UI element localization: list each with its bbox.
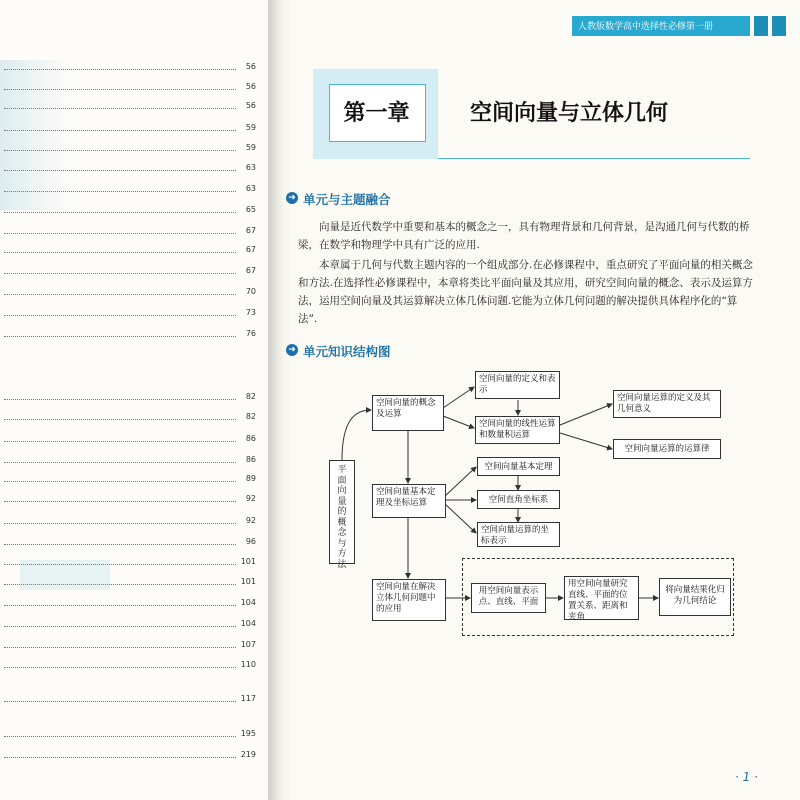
diagram-linear-box: 空间向量的线性运算和数量积运算	[475, 416, 560, 444]
diagram-solve-box: 空间向量在解决立体几何问题中的应用	[372, 579, 446, 621]
arrow-circle-icon: ➜	[286, 192, 298, 204]
toc-page-number: 92	[245, 494, 256, 503]
toc-page-number: 67	[245, 266, 256, 275]
diagram-basic-box: 空间向量基本定理及坐标运算	[372, 484, 446, 518]
toc-page-number: 65	[245, 205, 256, 214]
toc-page-number: 76	[245, 329, 256, 338]
toc-page-number: 219	[240, 750, 256, 759]
toc-page-number: 59	[245, 143, 256, 152]
book-title: 人教版数学高中选择性必修第一册	[578, 22, 714, 32]
diagram-coordsys-box: 空间直角坐标系	[477, 490, 560, 509]
diagram-step1-box: 用空间向量表示点、直线、平面	[471, 583, 546, 613]
toc-page-number: 63	[245, 163, 256, 172]
paragraph-2: 本章属于几何与代数主题内容的一个组成部分.在必修课程中，重点研究了平面向量的相关概念和方法.在选择性必修课程中，本章将类比平面向量及其应用，研究空间向量的概念、表示及运算方法，运用空间向量及其运算解决立体几体问题.它能为立体几何问题的解决提供具体程序化的“算法”.	[298, 259, 753, 325]
page-number: · 1 ·	[735, 770, 758, 784]
toc-page-number: 101	[240, 577, 256, 586]
section-title-structure: 单元知识结构图	[303, 344, 391, 359]
diagram-def-box: 空间向量的定义和表示	[475, 371, 560, 399]
diagram-coordrep-box: 空间向量运算的坐标表示	[477, 522, 560, 547]
toc-page-number: 104	[240, 598, 256, 607]
diagram-root-box: 平面向量的概念与方法	[329, 460, 355, 564]
toc-page-number: 86	[245, 455, 256, 464]
toc-page-number: 107	[240, 640, 256, 649]
diagram-step2-box: 用空间向量研究直线、平面的位置关系、距离和夹角	[564, 576, 639, 620]
toc-page-number: 92	[245, 516, 256, 525]
chapter-number: 第一章	[343, 101, 410, 126]
toc-page-number: 82	[245, 392, 256, 401]
diagram-oplaw-box: 空间向量运算的运算律	[613, 439, 721, 459]
toc-page-number: 82	[245, 412, 256, 421]
diagram-theorem-box: 空间向量基本定理	[477, 457, 560, 476]
toc-page-number: 86	[245, 434, 256, 443]
toc-page-number: 110	[240, 660, 256, 669]
toc-page-number: 59	[245, 123, 256, 132]
chapter-title: 空间向量与立体几何	[470, 101, 669, 126]
toc-page-number: 67	[245, 245, 256, 254]
toc-page-number: 56	[245, 101, 256, 110]
toc-page-number: 70	[245, 287, 256, 296]
diagram-step3-box: 将向量结果化归为几何结论	[659, 578, 731, 616]
toc-page-number: 96	[245, 537, 256, 546]
toc-page-number: 117	[240, 694, 256, 703]
diagram-opdef-box: 空间向量运算的定义及其几何意义	[613, 390, 721, 418]
toc-page-number: 89	[245, 474, 256, 483]
toc-page-number: 195	[240, 729, 256, 738]
section-title-integration: 单元与主题融合	[303, 192, 391, 207]
arrow-circle-icon: ➜	[286, 344, 298, 356]
toc-page-number: 56	[245, 82, 256, 91]
toc-page-number: 73	[245, 308, 256, 317]
toc-page-number: 101	[240, 557, 256, 566]
paragraph-1: 向量是近代数学中重要和基本的概念之一，具有物理背景和几何背景，是沟通几何与代数的桥梁，在数学和物理学中具有广泛的应用.	[298, 221, 750, 251]
toc-page-number: 63	[245, 184, 256, 193]
diagram-concept-box: 空间向量的概念及运算	[372, 395, 444, 431]
toc-page-number: 67	[245, 226, 256, 235]
toc-page-number: 56	[245, 62, 256, 71]
toc-page-number: 104	[240, 619, 256, 628]
